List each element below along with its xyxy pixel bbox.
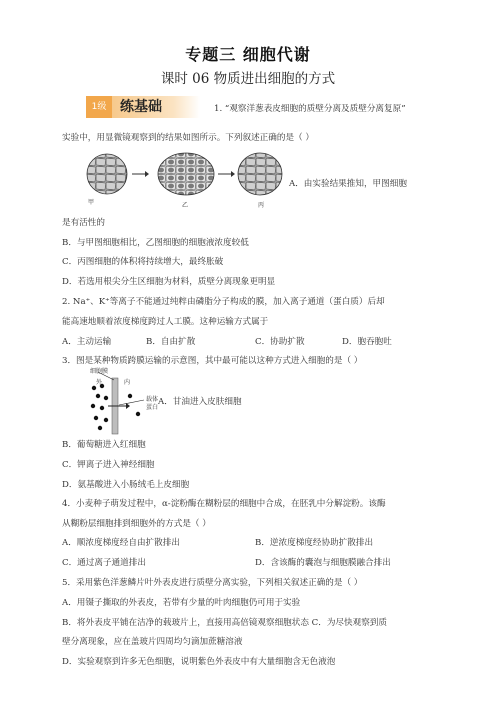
q1-figure (86, 150, 286, 208)
q3-option-b: B．葡萄糖进入红细胞 (62, 440, 146, 450)
q1-option-a-line2: 是有活性的 (62, 218, 105, 228)
q4-option-b: B．逆浓度梯度经协助扩散排出 (255, 538, 374, 548)
q3-option-a: A．甘油进入皮肤细胞 (158, 397, 242, 407)
q5-stem: 5．采用紫色洋葱鳞片叶外表皮进行质壁分离实验，下列相关叙述正确的是（ ） (62, 578, 363, 588)
q2-stem-line2: 能高速地顺着浓度梯度跨过人工膜。这种运输方式属于 (62, 317, 269, 327)
q4-option-d: D．含该酶的囊泡与细胞膜融合排出 (255, 558, 391, 568)
transport-arrowhead-icon (126, 403, 130, 409)
q2-option-b: B．自由扩散 (146, 337, 196, 347)
arrow-head-icon (231, 171, 235, 177)
q2-stem-line1: 2. Na⁺、K⁺等离子不能通过纯粹由磷脂分子构成的膜，加入离子通道（蛋白质）后却 (62, 297, 385, 307)
label-jia: 甲 (88, 199, 95, 206)
figure-jia (87, 154, 127, 194)
figure-bing (238, 153, 282, 195)
q3-option-c: C．钾离子进入神经细胞 (62, 460, 155, 470)
page-subtitle: 课时 06 物质进出细胞的方式 (160, 71, 336, 87)
q1-stem-line1: 1. “观察洋葱表皮细胞的质壁分离及质壁分离复原” (214, 104, 406, 114)
q1-option-c: C．丙图细胞的体积将持续增大，最终胀破 (62, 257, 224, 267)
label-carrier-2: 蛋白 (146, 404, 159, 411)
label-membrane: 细胞膜 (90, 368, 109, 375)
label-outside: 外 (96, 379, 103, 386)
q1-option-a-line1: A．由实验结果推知，甲图细胞 (289, 179, 407, 189)
q3-option-d: D．氨基酸进入小肠绒毛上皮细胞 (62, 480, 190, 490)
figure-yi (158, 153, 214, 195)
arrow-head-icon (145, 171, 149, 177)
q1-option-b: B．与甲图细胞相比，乙图细胞的细胞液浓度较低 (62, 238, 249, 248)
q4-option-c: C．通过离子通道排出 (62, 558, 146, 568)
page-title: 专题三 细胞代谢 (185, 45, 311, 64)
q5-option-d: D．实验观察到许多无色细胞，说明紫色外表皮中有大量细胞含无色液泡 (62, 657, 336, 667)
pointer-line (119, 400, 144, 405)
q3-stem: 3．图是某种物质跨膜运输的示意图，其中最可能以这种方式进入细胞的是（ ） (62, 356, 363, 366)
q1-stem-line2: 实验中，用显微镜观察到的结果如图所示。下列叙述正确的是（ ） (62, 133, 314, 143)
q5-option-b-line1: B．将外表皮平铺在洁净的载玻片上，直接用高倍镜观察细胞状态 C．为尽快观察到质 (62, 618, 387, 628)
label-inside: 内 (124, 379, 131, 386)
q5-option-b-line2: 壁分离现象，应在盖玻片四周均匀滴加蔗糖溶液 (62, 637, 243, 647)
q4-stem-line2: 从糊粉层细胞排到细胞外的方式是（ ） (62, 519, 211, 529)
badge-level: 1级 (86, 96, 112, 118)
q2-option-d: D．胞吞胞吐 (342, 337, 392, 347)
label-bing: 丙 (258, 202, 265, 209)
label-yi: 乙 (182, 202, 189, 209)
q1-option-d: D．若选用根尖分生区细胞为材料，质壁分离现象更明显 (62, 277, 276, 287)
badge-label: 练基础 (112, 96, 200, 118)
q4-stem-line1: 4．小麦种子萌发过程中，α-淀粉酶在糊粉层的细胞中合成，在胚乳中分解淀粉。该酶 (62, 499, 386, 509)
q2-option-a: A．主动运输 (62, 337, 112, 347)
label-carrier-1: 载体 (146, 396, 159, 403)
section-badge (86, 96, 200, 118)
q2-option-c: C．协助扩散 (255, 337, 305, 347)
q4-option-a: A．顺浓度梯度经自由扩散排出 (62, 538, 180, 548)
q5-option-a: A．用镊子撕取的外表皮，若带有少量的叶肉细胞仍可用于实验 (62, 598, 301, 608)
